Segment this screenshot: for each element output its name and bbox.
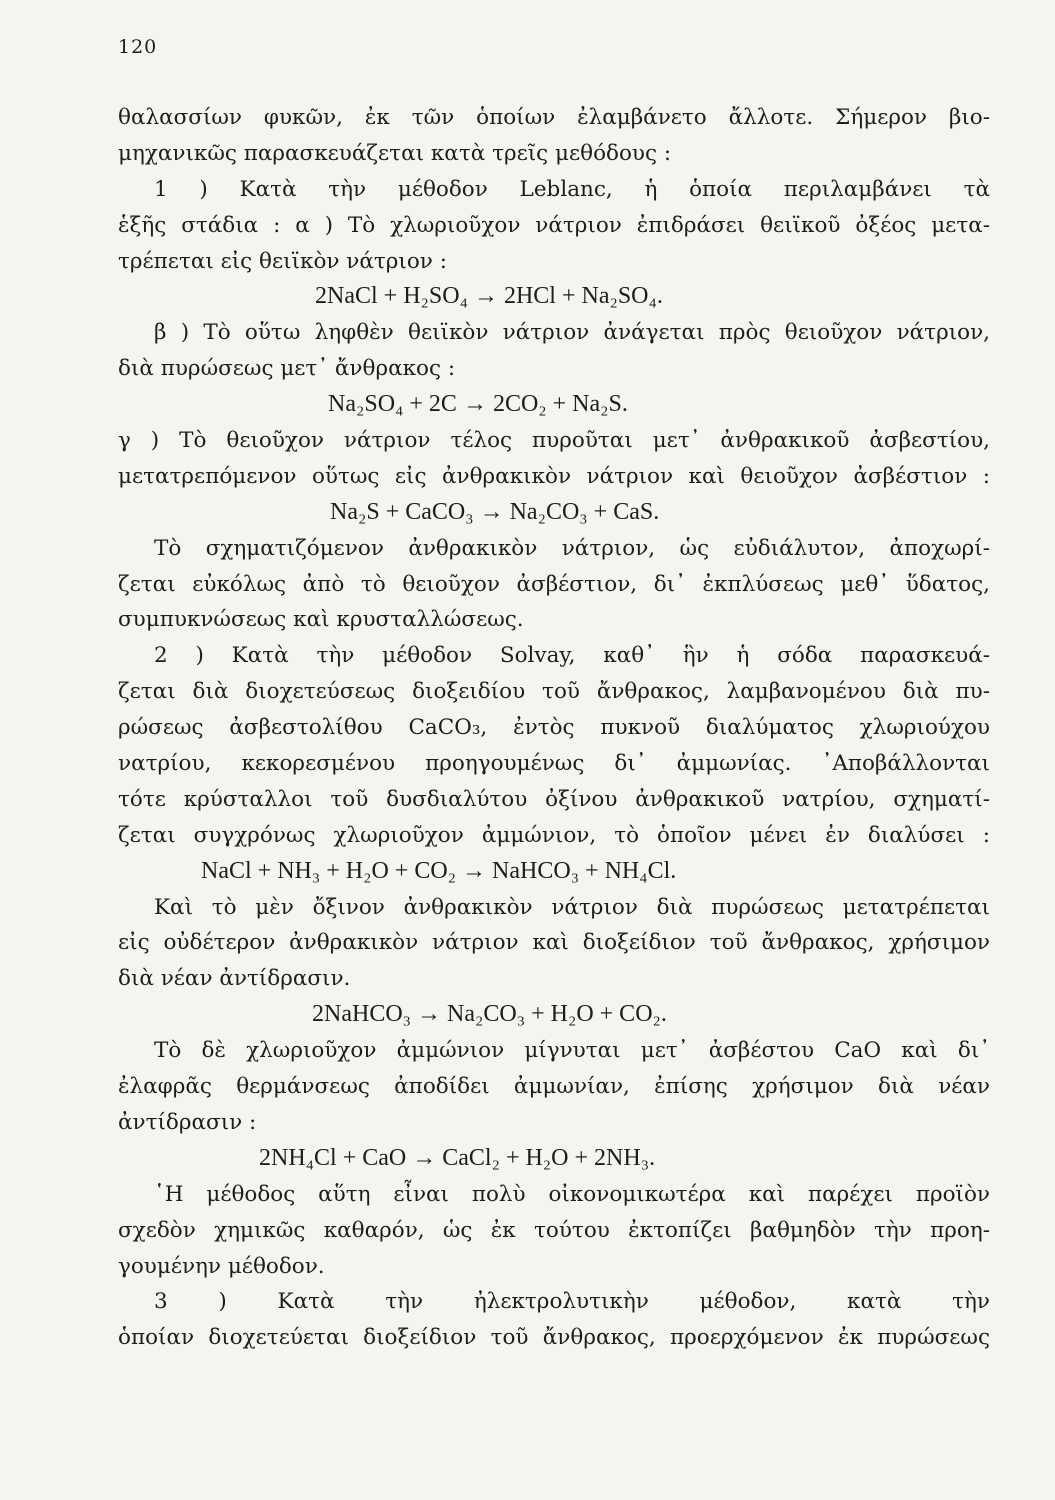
equation-line: Na₂S + CaCO₃ → Na₂CO₃ + CaS.: [330, 498, 660, 525]
text-line: β ) Τὸ οὕτω ληφθὲν θειϊκὸν νάτριον ἀνάγεται πρὸς θειοῦχον νάτριον,: [154, 320, 990, 346]
text-line: ἀντίδρασιν :: [118, 1109, 257, 1135]
text-line: εἰς οὐδέτερον ἀνθρακικὸν νάτριον καὶ διοξείδιον τοῦ ἄνθρακος, χρήσιμον: [118, 930, 990, 956]
text-line: 3 ) Κατὰ τὴν ἠλεκτρολυτικὴν μέθοδον, κατὰ τὴν: [154, 1289, 990, 1315]
text-line: μετατρεπόμενον οὕτως εἰς ἀνθρακικὸν νάτριον καὶ θειοῦχον ἀσβέστιον :: [118, 463, 990, 489]
text-line: ζεται συγχρόνως χλωριοῦχον ἀμμώνιον, τὸ ὁποῖον μένει ἐν διαλύσει :: [118, 822, 990, 848]
text-line: Καὶ τὸ μὲν ὄξινον ἀνθρακικὸν νάτριον διὰ πυρώσεως μετατρέπεται: [154, 894, 990, 920]
page-number: 120: [118, 36, 158, 58]
page-body: [118, 100, 990, 1356]
equation-line: Na₂SO₄ + 2C → 2CO₂ + Na₂S.: [328, 391, 628, 418]
equation-line: NaCl + NH₃ + H₂O + CO₂ → NaHCO₃ + NH₄Cl.: [201, 857, 677, 884]
text-line: τότε κρύσταλλοι τοῦ δυσδιαλύτου ὀξίνου ἀνθρακικοῦ νατρίου, σχηματί-: [118, 786, 990, 812]
text-line: ρώσεως ἀσβεστολίθου CaCO₃, ἐντὸς πυκνοῦ διαλύματος χλωριούχου: [118, 715, 990, 741]
text-line: θαλασσίων φυκῶν, ἐκ τῶν ὁποίων ἐλαμβάνετο ἄλλοτε. Σήμερον βιο-: [118, 105, 990, 130]
text-line: ζεται διὰ διοχετεύσεως διοξειδίου τοῦ ἄνθρακος, λαμβανομένου διὰ πυ-: [118, 679, 990, 705]
equation-line: 2NaCl + H₂SO₄ → 2HCl + Na₂SO₄.: [315, 283, 663, 310]
text-line: διὰ πυρώσεως μετ᾽ ἄνθρακος :: [118, 356, 456, 382]
text-line: 1 ) Κατὰ τὴν μέθοδον Leblanc, ἡ ὁποία περιλαμβάνει τὰ: [154, 176, 990, 202]
text-line: ἐλαφρᾶς θερμάνσεως ἀποδίδει ἀμμωνίαν, ἐπίσης χρήσιμον διὰ νέαν: [118, 1074, 990, 1100]
text-line: ῾Η μέθοδος αὕτη εἶναι πολὺ οἰκονομικωτέρα καὶ παρέχει προϊὸν: [154, 1181, 990, 1207]
text-line: τρέπεται εἰς θειϊκὸν νάτριον :: [118, 248, 447, 274]
text-line: μηχανικῶς παρασκευάζεται κατὰ τρεῖς μεθόδους :: [118, 140, 672, 166]
text-line: Τὸ δὲ χλωριοῦχον ἀμμώνιον μίγνυται μετ᾽ ἀσβέστου CaO καὶ δι᾽: [154, 1038, 990, 1064]
equation-line: 2NaHCO₃ → Na₂CO₃ + H₂O + CO₂.: [312, 1001, 667, 1028]
text-line: ἑξῆς στάδια : α ) Τὸ χλωριοῦχον νάτριον ἐπιδράσει θειϊκοῦ ὀξέος μετα-: [118, 212, 990, 238]
text-line: Τὸ σχηματιζόμενον ἀνθρακικὸν νάτριον, ὡς εὐδιάλυτον, ἀποχωρί-: [154, 535, 990, 561]
equation-line: 2NH₄Cl + CaO → CaCl₂ + H₂O + 2NH₃.: [259, 1144, 656, 1171]
text-line: νατρίου, κεκορεσμένου προηγουμένως δι᾽ ἀμμωνίας. ᾿Αποβάλλονται: [118, 751, 990, 777]
text-line: 2 ) Κατὰ τὴν μέθοδον Solvay, καθ᾽ ἣν ἡ σόδα παρασκευά-: [154, 643, 990, 669]
text-line: συμπυκνώσεως καὶ κρυσταλλώσεως.: [118, 607, 524, 633]
text-line: γ ) Τὸ θειοῦχον νάτριον τέλος πυροῦται μετ᾽ ἀνθρακικοῦ ἀσβεστίου,: [118, 428, 990, 454]
text-line: γουμένην μέθοδον.: [118, 1253, 325, 1279]
text-line: σχεδὸν χημικῶς καθαρόν, ὡς ἐκ τούτου ἐκτοπίζει βαθμηδὸν τὴν προη-: [118, 1217, 990, 1243]
text-line: διὰ νέαν ἀντίδρασιν.: [118, 966, 351, 992]
text-line: ζεται εὐκόλως ἀπὸ τὸ θειοῦχον ἀσβέστιον, δι᾽ ἐκπλύσεως μεθ᾽ ὕδατος,: [118, 571, 990, 597]
text-line: ὁποίαν διοχετεύεται διοξείδιον τοῦ ἄνθρακος, προερχόμενον ἐκ πυρώσεως: [118, 1325, 990, 1351]
